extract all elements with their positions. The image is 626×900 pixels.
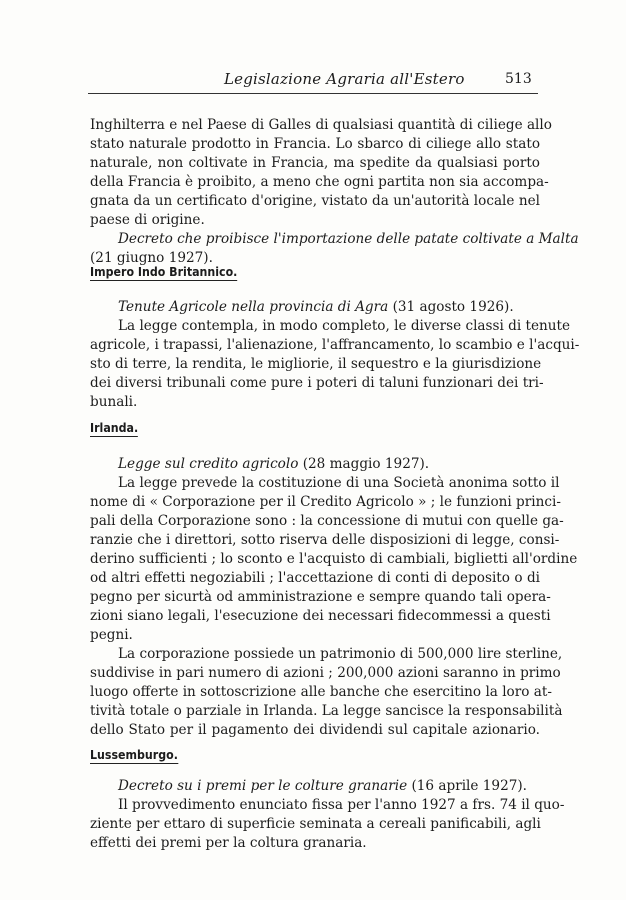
text-line: derino sufficienti ; lo sconto e l'acquisto di cambiali, biglietti all'ordine — [90, 551, 578, 567]
text-line: naturale, non coltivate in Francia, ma spedite da qualsiasi porto — [90, 155, 540, 171]
text-line: pali della Corporazione sono : la concessione di mutui con quelle ga- — [90, 513, 564, 529]
text-line: La corporazione possiede un patrimonio di 500,000 lire sterline, — [118, 646, 563, 662]
law-title: Decreto su i premi per le colture granarie — [118, 778, 408, 794]
text-line: bunali. — [90, 394, 138, 410]
text-line: sto di terre, la rendita, le migliorie, il sequestro e la giurisdizione — [90, 356, 542, 372]
page-number: 513 — [505, 71, 532, 87]
text-line: suddivise in pari numero di azioni ; 200,000 azioni saranno in primo — [90, 665, 561, 681]
law-reference — [118, 298, 540, 316]
text-line: stato naturale prodotto in Francia. Lo sbarco di ciliege allo stato — [90, 136, 540, 152]
text-line: La legge prevede la costituzione di una Società anonima sotto il — [118, 475, 560, 491]
text-line: La legge contempla, in modo completo, le diverse classi di tenute — [118, 318, 571, 334]
text-line: della Francia è proibito, a meno che ogni partita non sia accompa- — [90, 174, 549, 190]
text-line: agricole, i trapassi, l'alienazione, l'affrancamento, lo scambio e l'acqui- — [90, 337, 580, 353]
law-date: (31 agosto 1926). — [392, 299, 514, 315]
text-line: dello Stato per il pagamento dei dividendi sul capitale azionario. — [90, 722, 540, 738]
section-heading-irlanda: Irlanda. — [90, 421, 139, 435]
text-line: od altri effetti negoziabili ; l'accettazione di conti di deposito o di — [90, 570, 540, 586]
text-line: paese di origine. — [90, 212, 205, 228]
decree-date: (21 giugno 1927). — [90, 250, 213, 266]
section-heading-impero: Impero Indo Britannico. — [90, 265, 238, 279]
text-line: pegni. — [90, 627, 133, 643]
text-line: Inghilterra e nel Paese di Galles di qualsiasi quantità di ciliege allo — [90, 117, 552, 133]
text-line: ranzie che i direttori, sotto riserva delle disposizioni di legge, consi- — [90, 532, 560, 548]
text-line: pegno per sicurtà od amministrazione e sempre quando tali opera- — [90, 589, 551, 605]
running-header-title: Legislazione Agraria all'Estero — [224, 70, 465, 88]
text-line: zioni siano legali, l'esecuzione dei necessari fidecommessi a questi — [90, 608, 551, 624]
law-date: (16 aprile 1927). — [411, 778, 527, 794]
text-line: effetti dei premi per la coltura granaria. — [90, 835, 367, 851]
text-line: nome di « Corporazione per il Credito Agricolo » ; le funzioni princi- — [90, 494, 561, 510]
header-rule — [88, 93, 538, 94]
law-date: (28 maggio 1927). — [302, 456, 430, 472]
text-line: ziente per ettaro di superficie seminata a cereali panificabili, agli — [90, 816, 541, 832]
text-line: gnata da un certificato d'origine, vistato da un'autorità locale nel — [90, 193, 540, 209]
text-line: tività totale o parziale in Irlanda. La legge sancisce la responsabilità — [90, 703, 563, 719]
decree-title: Decreto che proibisce l'importazione delle patate coltivate a Malta — [118, 231, 579, 247]
law-title: Tenute Agricole nella provincia di Agra — [118, 299, 389, 315]
section-heading-lussemburgo: Lussemburgo. — [90, 748, 178, 762]
text-line: luogo offerte in sottoscrizione alle banche che esercitino la loro at- — [90, 684, 552, 700]
law-reference — [118, 777, 540, 795]
law-title: Legge sul credito agricolo — [118, 456, 299, 472]
law-reference — [118, 455, 540, 473]
text-line: Il provvedimento enunciato fissa per l'anno 1927 a frs. 74 il quo- — [118, 797, 565, 813]
text-line: dei diversi tribunali come pure i poteri di taluni funzionari dei tri- — [90, 375, 544, 391]
